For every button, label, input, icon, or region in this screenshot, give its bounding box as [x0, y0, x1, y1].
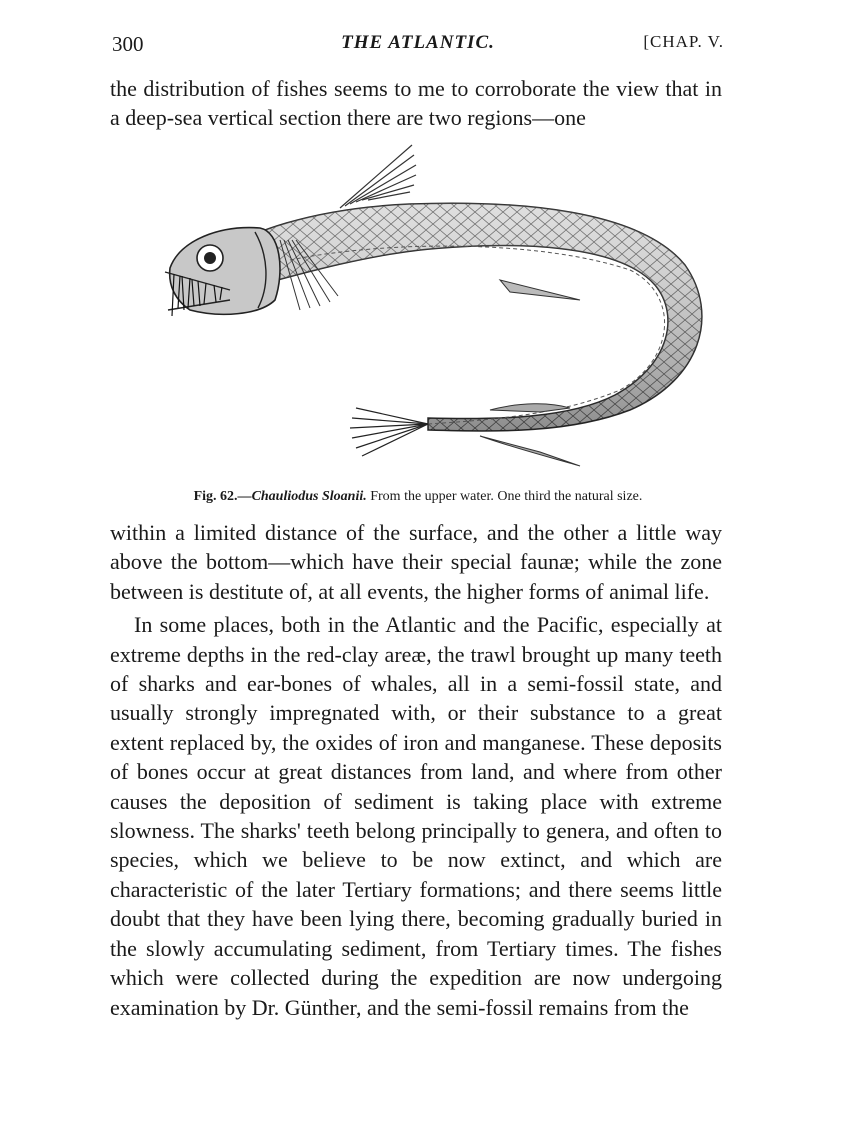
page-number: 300 — [112, 32, 144, 56]
paragraphs-after-figure — [110, 518, 722, 1022]
species-name: Chauliodus Sloanii. — [251, 489, 367, 504]
deep-sea-fish-icon — [160, 140, 720, 480]
paragraph-text: the distribution of fishes seems to me to corroborate the view that in a deep-sea vertical section there are two regions—one — [110, 76, 722, 131]
chapter-marker: [CHAP. V. — [643, 32, 724, 51]
running-title: THE ATLANTIC. — [341, 32, 495, 53]
figure-62 — [160, 140, 720, 480]
figure-caption — [112, 489, 724, 505]
paragraph-before-figure — [110, 74, 722, 133]
caption-text: From the upper water. One third the natural size. — [366, 489, 643, 504]
paragraph-text: In some places, both in the Atlantic and the Pacific, especially at extreme depths in the red-clay areæ, the trawl brought up many teeth of sharks and ear-bones of whales, all in a semi-fossil state, and usually strongly impregnated with, or their substance to a great extent replaced by, the oxides of iron and manganese. These deposits of bones occur at great distances from land, and where from other causes the deposition of sediment is taking place with extreme slowness. The sharks' teeth belong principally to genera, and often to species, which we believe to be now extinct, and which are characteristic of the later Tertiary formations; and there seems little doubt that they have been lying there, becoming gradually buried in the slowly accumulating sediment, from Tertiary times. The fishes which were collected during the expedition are now undergoing examination by Dr. Günther, and the semi-fossil remains from the — [110, 612, 722, 1020]
figure-number: Fig. 62.— — [193, 489, 252, 504]
running-header — [112, 32, 724, 60]
paragraph-text: within a limited distance of the surface, and the other a little way above the bottom—which have their special faunæ; while the zone between is destitute of, at all events, the higher forms of animal life. — [110, 520, 722, 604]
